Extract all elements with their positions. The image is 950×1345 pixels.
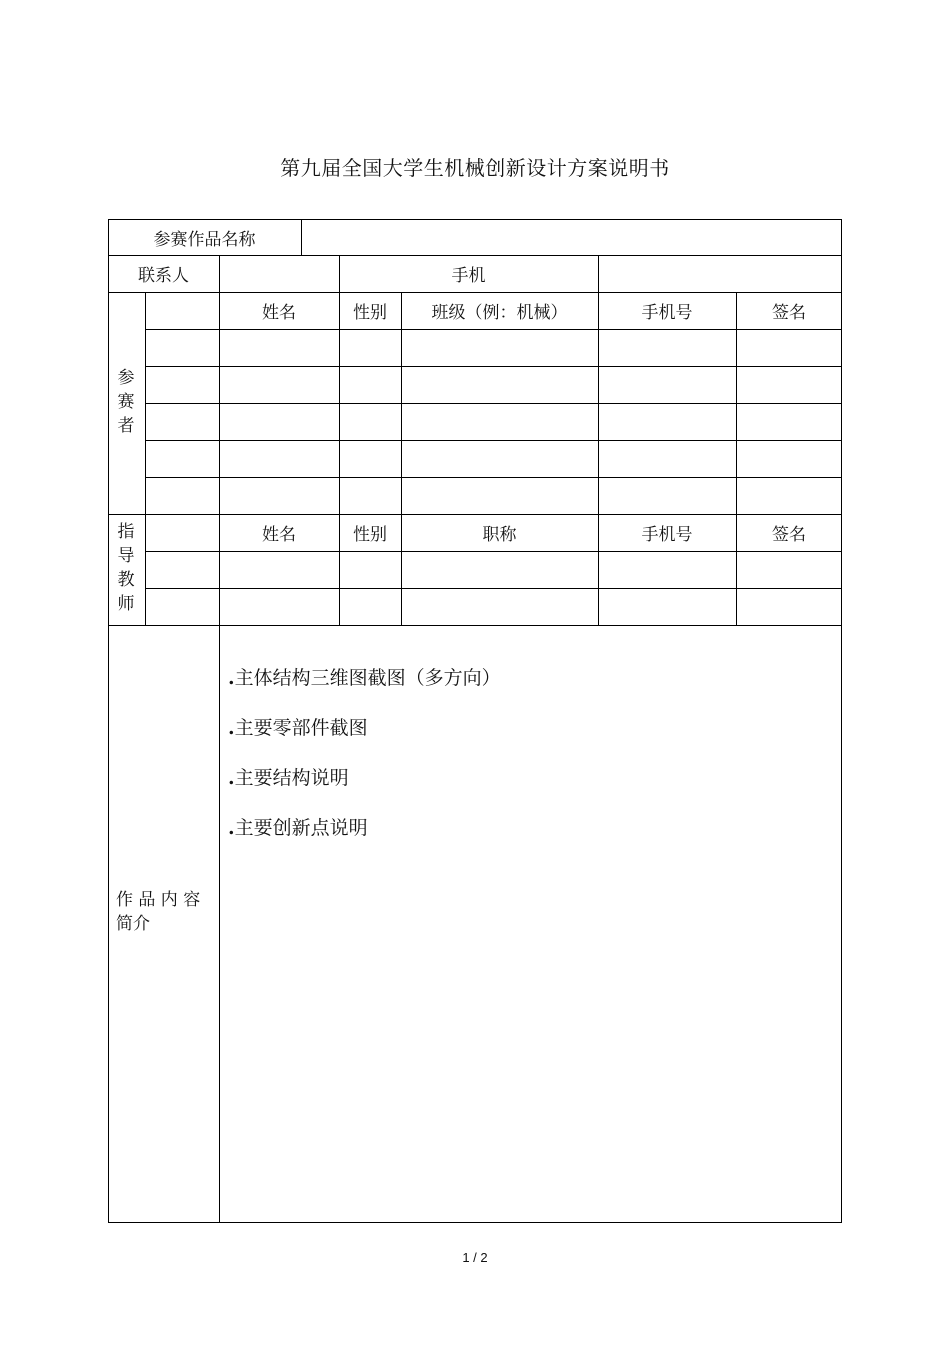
intro-item: .主要零部件截图 xyxy=(228,717,368,739)
intro-item-text: 主要创新点说明 xyxy=(234,817,368,839)
col-divider xyxy=(145,292,146,625)
row-divider xyxy=(145,440,842,441)
row-divider xyxy=(145,329,842,330)
col-divider xyxy=(736,292,737,625)
participant-header-name: 姓名 xyxy=(262,303,296,323)
participants-label xyxy=(108,366,144,438)
participant-header-gender: 性别 xyxy=(353,303,387,323)
teacher-header-name: 姓名 xyxy=(262,525,296,545)
teacher-header-title: 职称 xyxy=(482,525,517,545)
row-divider xyxy=(145,477,842,478)
row-divider xyxy=(145,551,842,552)
teacher-header-phone: 手机号 xyxy=(641,525,693,545)
col-divider xyxy=(339,292,340,625)
phone-label: 手机 xyxy=(451,266,486,286)
page-number: 1 / 2 xyxy=(462,1250,488,1265)
contact-label: 联系人 xyxy=(138,266,189,286)
teacher-header-signature: 签名 xyxy=(772,525,806,545)
entry-name-label: 参赛作品名称 xyxy=(153,229,256,250)
col-divider xyxy=(401,292,402,625)
participant-header-signature: 签名 xyxy=(772,303,806,323)
teachers-label-char: 导 xyxy=(117,546,135,566)
teachers-label-char: 教 xyxy=(117,570,135,590)
row-divider xyxy=(145,366,842,367)
intro-label xyxy=(116,888,216,936)
intro-label-line2: 简介 xyxy=(116,914,150,934)
intro-items xyxy=(228,666,501,866)
intro-item: .主要结构说明 xyxy=(228,767,349,789)
participants-label-char: 赛 xyxy=(117,392,135,412)
intro-item: .主要创新点说明 xyxy=(228,817,368,839)
participants-label-char: 参 xyxy=(117,368,135,388)
intro-item: .主体结构三维图截图（多方向） xyxy=(228,667,501,689)
document-title: 第九届全国大学生机械创新设计方案说明书 xyxy=(280,156,670,180)
col-divider xyxy=(598,292,599,625)
row-divider xyxy=(145,403,842,404)
participants-label-char: 者 xyxy=(117,416,135,436)
col-divider xyxy=(301,219,302,255)
col-divider xyxy=(219,255,220,292)
participant-header-class: 班级（例：机械） xyxy=(431,303,568,323)
intro-label-line1: 作 品 内 容 xyxy=(116,890,201,910)
intro-item-text: 主要零部件截图 xyxy=(234,717,368,739)
participant-header-phone: 手机号 xyxy=(641,303,693,323)
teachers-label-char: 师 xyxy=(117,594,135,614)
teachers-label xyxy=(108,520,144,616)
col-divider xyxy=(598,255,599,292)
col-divider xyxy=(219,292,220,1223)
teacher-header-gender: 性别 xyxy=(353,525,387,545)
teachers-label-char: 指 xyxy=(117,522,135,542)
row-divider xyxy=(145,588,842,589)
intro-item-text: 主要结构说明 xyxy=(234,767,349,789)
intro-item-text: 主体结构三维图截图（多方向） xyxy=(234,667,501,689)
